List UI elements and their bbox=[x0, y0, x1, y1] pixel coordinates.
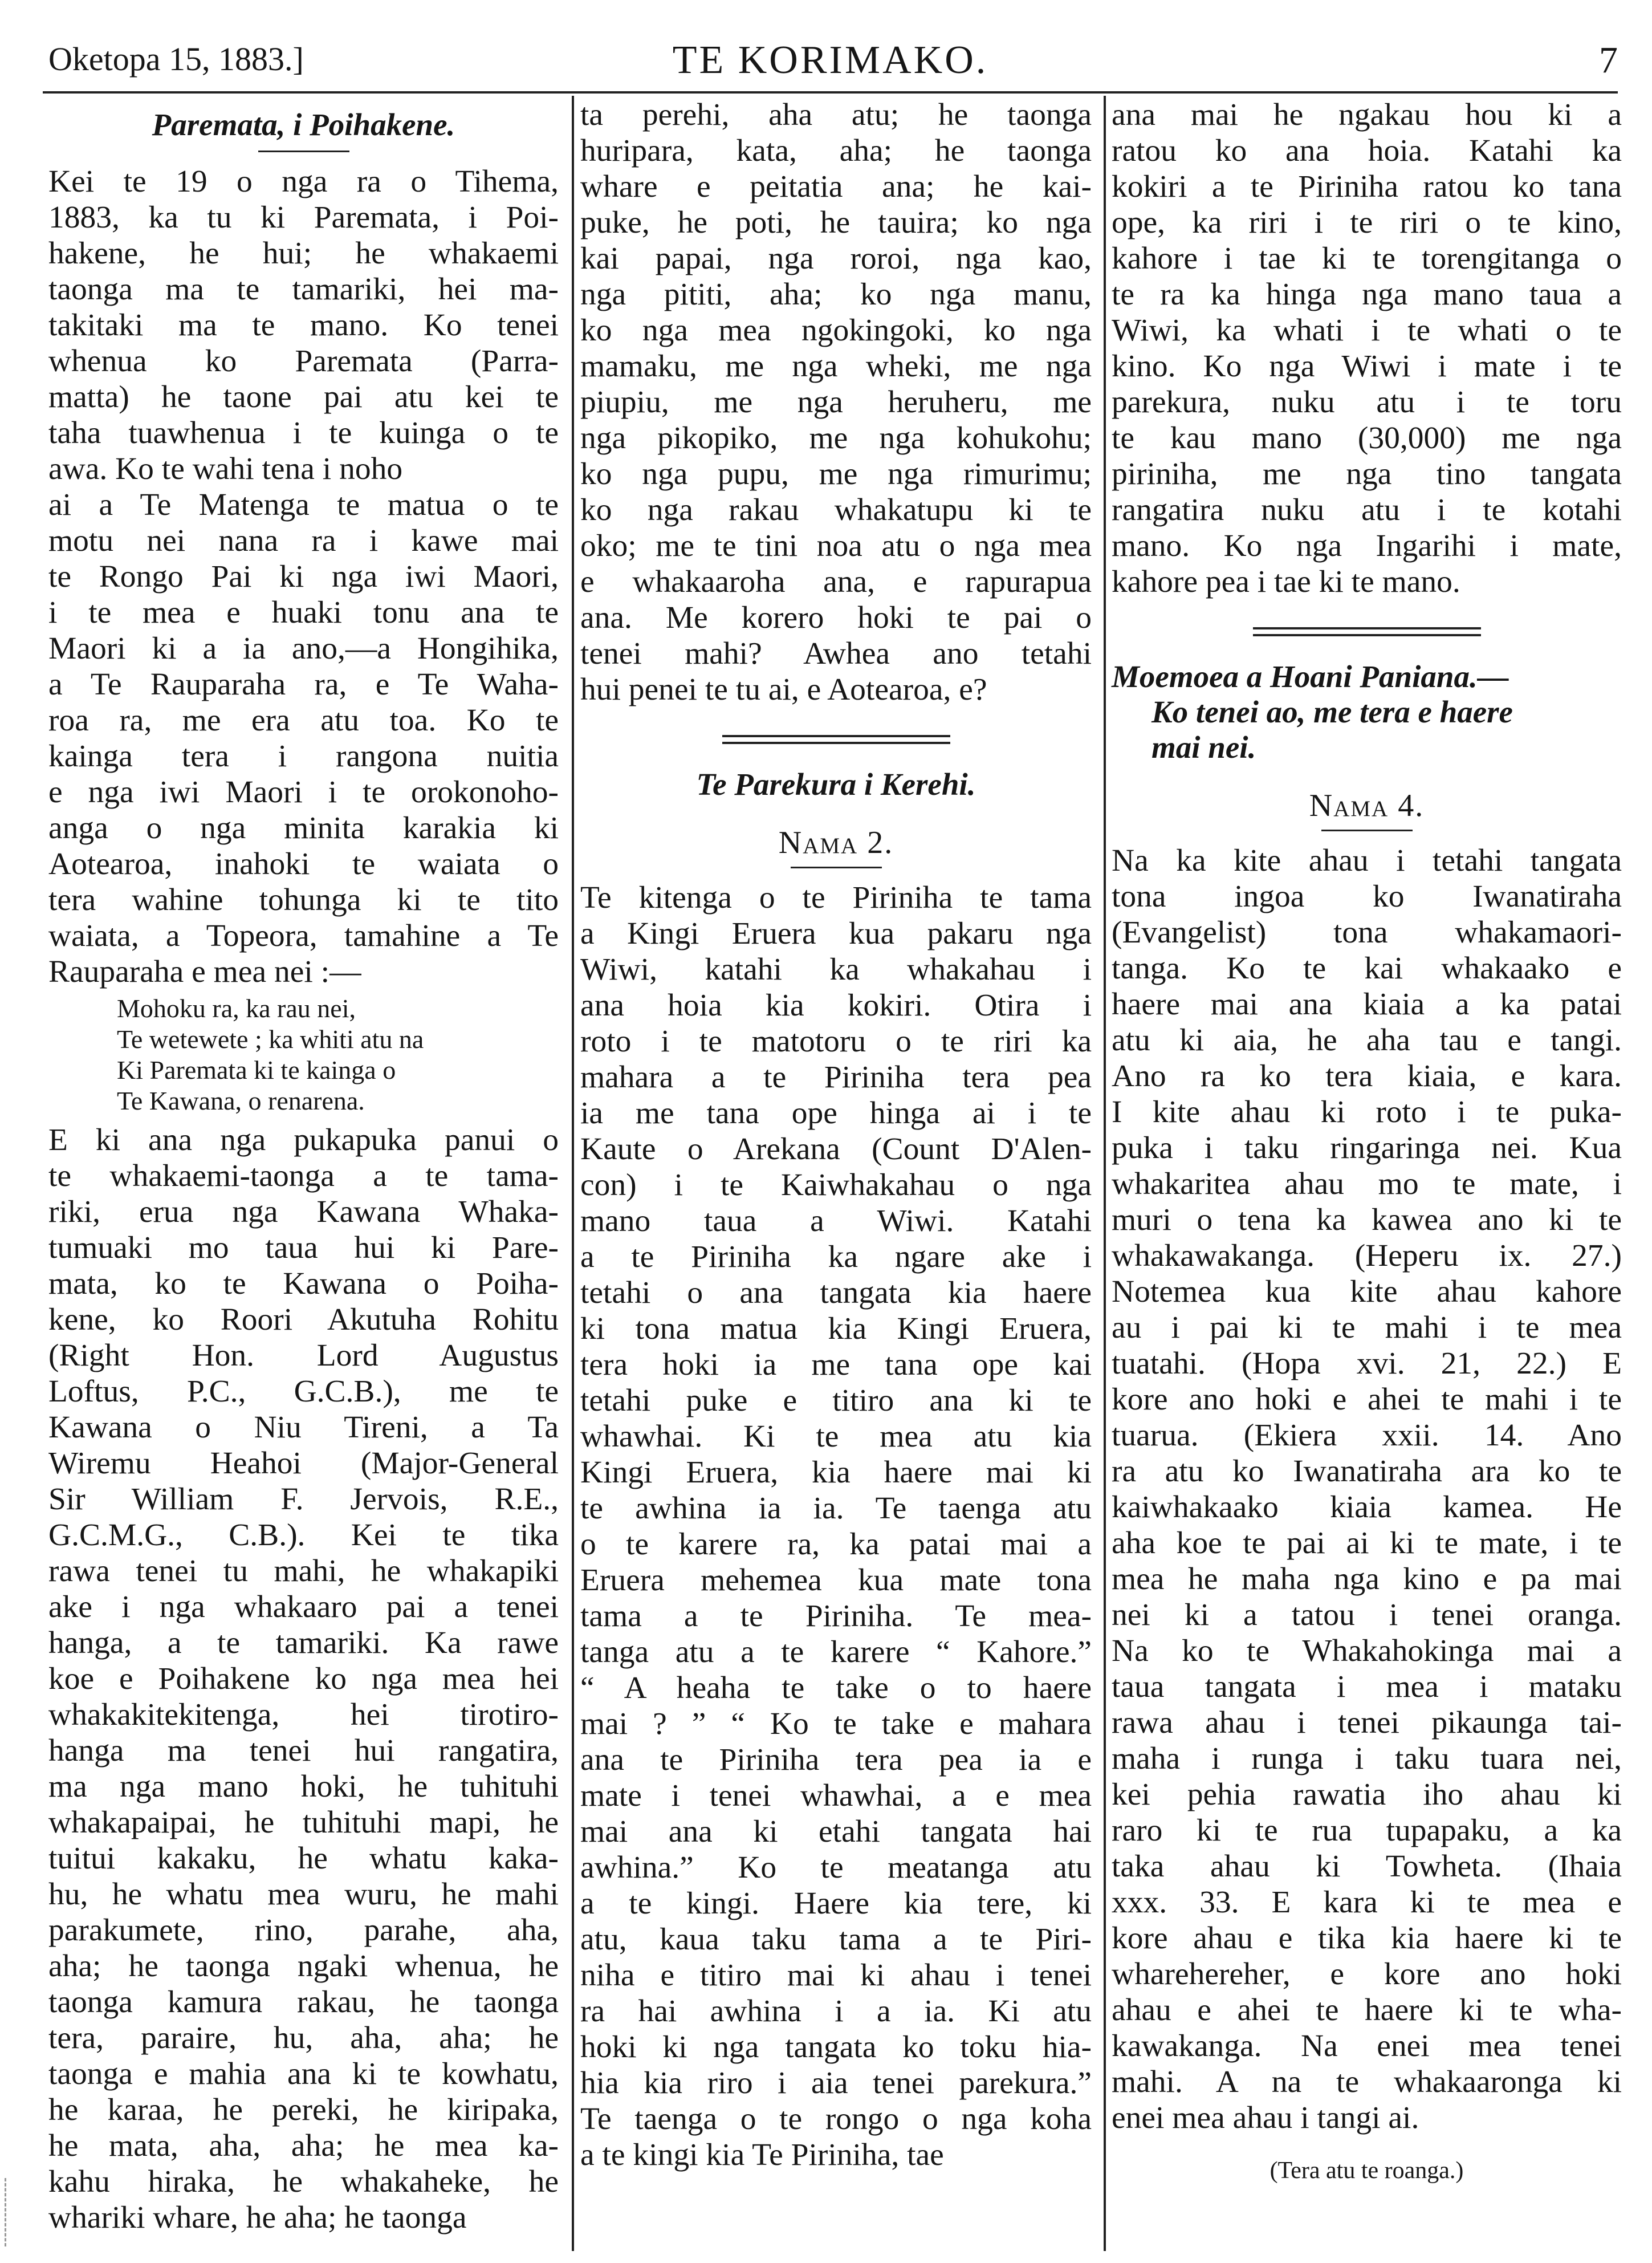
text-line: hanga ma tenei hui rangatira, bbox=[48, 1733, 559, 1768]
text-line: hia kia riro i aia tenei parekura.” bbox=[580, 2066, 1092, 2101]
text-line: anga o nga minita karakia ki bbox=[48, 811, 559, 846]
text-line: (Evangelist) tona whakamaori- bbox=[1112, 915, 1622, 950]
text-line: whawhai. Ki te mea atu kia bbox=[580, 1419, 1092, 1454]
text-line: maha i runga i taku tuara nei, bbox=[1112, 1741, 1622, 1776]
text-line: ki tona matua kia Kingi Eruera, bbox=[580, 1311, 1092, 1346]
heading-line: mai nei. bbox=[1151, 730, 1256, 765]
text-line: hakene, he hui; he whakaemi bbox=[48, 236, 559, 271]
text-line: tanga atu a te karere “ Kahore.” bbox=[580, 1635, 1092, 1669]
text-line: kahu hiraka, he whakaheke, he bbox=[48, 2164, 559, 2199]
text-line: Na ko te Whakahokinga mai a bbox=[1112, 1634, 1622, 1668]
text-line: tuarua. (Ekiera xxii. 14. Ano bbox=[1112, 1418, 1622, 1453]
text-line: Rauparaha e mea nei :— bbox=[48, 954, 361, 989]
text-line: Kingi Eruera, kia haere mai ki bbox=[580, 1455, 1092, 1490]
text-line: piriniha, me nga tino tangata bbox=[1112, 457, 1622, 491]
page-header bbox=[43, 40, 1618, 86]
text-line: Eruera mehemea kua mate tona bbox=[580, 1563, 1092, 1598]
text-line: con) i te Kaiwhakahau o nga bbox=[580, 1168, 1092, 1202]
text-line: whare e peitatia ana; he kai- bbox=[580, 169, 1092, 204]
heading-line: Ko tenei ao, me tera e haere bbox=[1151, 694, 1513, 729]
chapter-rule bbox=[791, 867, 882, 868]
text-line: mahara a te Piriniha tera pea bbox=[580, 1060, 1092, 1095]
text-line: whakaritea ahau mo te mate, i bbox=[1112, 1167, 1622, 1201]
text-line: atu ki aia, he aha tau e tangi. bbox=[1112, 1023, 1622, 1058]
text-line: te Rongo Pai ki nga iwi Maori, bbox=[48, 559, 559, 594]
text-line: muri o tena ka kawea ano ki te bbox=[1112, 1202, 1622, 1237]
text-line: aha; he taonga ngaki whenua, he bbox=[48, 1949, 559, 1984]
text-line: mea he maha nga kino e pa mai bbox=[1112, 1562, 1622, 1596]
text-line: rawa tenei tu mahi, he whakapiki bbox=[48, 1554, 559, 1588]
text-line: raro ki te rua tupapaku, a ka bbox=[1112, 1813, 1622, 1848]
text-line: riki, erua nga Kawana Whaka- bbox=[48, 1195, 559, 1229]
text-line: hu, he whatu mea wuru, he mahi bbox=[48, 1877, 559, 1912]
text-line: e nga iwi Maori i te orokonoho- bbox=[48, 775, 559, 810]
text-line: he karaa, he pereki, he kiripaka, bbox=[48, 2093, 559, 2127]
text-line: kai papai, nga roroi, nga kao, bbox=[580, 241, 1092, 276]
text-line: whenua ko Paremata (Parra- bbox=[48, 344, 559, 379]
text-line: taha tuawhenua i te kuinga o te bbox=[48, 416, 559, 450]
text-line: oko; me te tini noa atu o nga mea bbox=[580, 529, 1092, 563]
text-line: haere mai ana kiaia a ka patai bbox=[1112, 987, 1622, 1022]
text-line: piupiu, me nga heruheru, me bbox=[580, 385, 1092, 420]
text-line: roa ra, me era atu toa. Ko te bbox=[48, 703, 559, 738]
text-line: i te mea e huaki tonu ana te bbox=[48, 595, 559, 630]
text-line: ratou ko ana hoia. Katahi ka bbox=[1112, 133, 1622, 168]
text-line: awa. Ko te wahi tena i noho bbox=[48, 452, 403, 486]
poem-line: Mohoku ra, ka rau nei, bbox=[117, 994, 356, 1023]
page-number: 7 bbox=[1599, 39, 1618, 81]
text-line: Na ka kite ahau i tetahi tangata bbox=[1112, 843, 1622, 878]
text-line: te kau mano (30,000) me nga bbox=[1112, 421, 1622, 456]
text-line: hanga, a te tamariki. Ka rawe bbox=[48, 1626, 559, 1660]
article-body-paremata-end bbox=[580, 97, 1092, 708]
text-line: taka ahau ki Towheta. (Ihaia bbox=[1112, 1849, 1622, 1884]
text-line: o te karere ra, ka patai mai a bbox=[580, 1527, 1092, 1562]
article-heading-paremata: Paremata, i Poihakene. bbox=[152, 107, 455, 142]
text-line: kahore pea i tae ki te mano. bbox=[1112, 564, 1460, 599]
text-line: ra hai awhina i a ia. Ki atu bbox=[580, 1994, 1092, 2029]
text-line: tuatahi. (Hopa xvi. 21, 22.) E bbox=[1112, 1346, 1622, 1381]
column-3 bbox=[1112, 97, 1622, 2189]
article-heading-parekura: Te Parekura i Kerehi. bbox=[696, 767, 976, 802]
text-line: kene, ko Roori Akutuha Rohitu bbox=[48, 1302, 559, 1337]
article-body-paremata-continued bbox=[48, 1122, 559, 2236]
text-line: ta perehi, aha atu; he taonga bbox=[580, 97, 1092, 132]
poem-line: Te wetewete ; ka whiti atu na bbox=[117, 1025, 424, 1054]
continued-note: (Tera atu te roanga.) bbox=[1269, 2158, 1464, 2184]
text-line: parekura, nuku atu i te toru bbox=[1112, 385, 1622, 420]
text-line: ma nga mano hoki, he tuhituhi bbox=[48, 1769, 559, 1804]
text-line: kainga tera i rangona nuitia bbox=[48, 739, 559, 774]
text-line: Loftus, P.C., G.C.B.), me te bbox=[48, 1374, 559, 1409]
text-line: puke, he poti, he tauira; ko nga bbox=[580, 205, 1092, 240]
header-date: Oketopa 15, 1883.] bbox=[48, 40, 304, 78]
text-line: aha koe te pai ai ki te mate, i te bbox=[1112, 1526, 1622, 1561]
text-line: roto i te matotoru o te riri ka bbox=[580, 1024, 1092, 1059]
text-line: kaiwhakaako kiaia kamea. He bbox=[1112, 1490, 1622, 1525]
text-line: nga pititi, aha; ko nga manu, bbox=[580, 277, 1092, 312]
text-line: nei ki a tatou i tenei oranga. bbox=[1112, 1598, 1622, 1632]
text-line: matta) he taone pai atu kei te bbox=[48, 380, 559, 415]
text-line: taonga ma te tamariki, hei ma- bbox=[48, 272, 559, 307]
text-line: ia me tana ope hinga ai i te bbox=[580, 1096, 1092, 1131]
text-line: atu, kaua taku tama a te Piri- bbox=[580, 1922, 1092, 1957]
text-line: a Kingi Eruera kua pakaru nga bbox=[580, 916, 1092, 951]
text-line: whakakitekitenga, hei tirotiro- bbox=[48, 1697, 559, 1732]
text-line: huripara, kata, aha; he taonga bbox=[580, 133, 1092, 168]
text-line: mai ? ” “ Ko te take e mahara bbox=[580, 1707, 1092, 1741]
text-line: awhina.” Ko te meatanga atu bbox=[580, 1850, 1092, 1885]
text-line: kokiri a te Piriniha ratou ko tana bbox=[1112, 169, 1622, 204]
text-line: Wiwi, katahi ka whakahau i bbox=[580, 952, 1092, 987]
text-line: Te taenga o te rongo o nga koha bbox=[580, 2102, 1092, 2136]
heading-line: Moemoea a Hoani Paniana.— bbox=[1112, 659, 1509, 694]
text-line: tona ingoa ko Iwanatiraha bbox=[1112, 879, 1622, 914]
article-body-moemoea bbox=[1112, 843, 1622, 2136]
text-line: ana hoia kia kokiri. Otira i bbox=[580, 988, 1092, 1023]
text-line: a te kingi kia Te Piriniha, tae bbox=[580, 2138, 944, 2172]
text-line: mahi. A na te whakaaronga ki bbox=[1112, 2065, 1622, 2099]
text-line: tera hoki ia me tana ope kai bbox=[580, 1347, 1092, 1382]
chapter-number-4: Nama 4. bbox=[1309, 788, 1425, 823]
text-line: E ki ana nga pukapuka panui o bbox=[48, 1123, 559, 1157]
text-line: ake i nga whakaaro pai a tenei bbox=[48, 1590, 559, 1624]
text-line: puka i taku ringaringa nei. Kua bbox=[1112, 1131, 1622, 1165]
text-line: mata, ko te Kawana o Poiha- bbox=[48, 1266, 559, 1301]
newspaper-title: TE KORIMAKO. bbox=[672, 38, 988, 82]
text-line: a te Piriniha ka ngare ake i bbox=[580, 1240, 1092, 1274]
text-line: hoki ki nga tangata ko toku hia- bbox=[580, 2030, 1092, 2065]
text-line: tumuaki mo taua hui ki Pare- bbox=[48, 1230, 559, 1265]
text-line: he mata, aha, aha; he mea ka- bbox=[48, 2128, 559, 2163]
section-double-rule bbox=[1253, 627, 1481, 636]
text-line: xxx. 33. E kara ki te mea e bbox=[1112, 1885, 1622, 1920]
text-line: au i pai ki te mahi i te mea bbox=[1112, 1310, 1622, 1345]
text-line: ko nga rakau whakatupu ki te bbox=[580, 493, 1092, 527]
text-line: “ A heaha te take o to haere bbox=[580, 1671, 1092, 1705]
text-line: te ra ka hinga nga mano taua a bbox=[1112, 277, 1622, 312]
text-line: niha e titiro mai ki ahau i tenei bbox=[580, 1958, 1092, 1993]
text-line: tuitui kakaku, he whatu kaka- bbox=[48, 1841, 559, 1876]
text-line: Kawana o Niu Tireni, a Ta bbox=[48, 1410, 559, 1445]
text-line: tetahi puke e titiro ana ki te bbox=[580, 1383, 1092, 1418]
text-line: 1883, ka tu ki Paremata, i Poi- bbox=[48, 200, 559, 235]
chapter-rule bbox=[1321, 830, 1413, 831]
text-line: Wiwi, ka whati i te whati o te bbox=[1112, 313, 1622, 348]
text-line: Kei te 19 o nga ra o Tihema, bbox=[48, 164, 559, 199]
text-line: tera wahine tohunga ki te tito bbox=[48, 883, 559, 917]
text-line: tera, paraire, hu, aha, aha; he bbox=[48, 2021, 559, 2055]
article-body-paremata bbox=[48, 164, 559, 990]
text-line: ana te Piriniha tera pea ia e bbox=[580, 1742, 1092, 1777]
text-line: tetahi o ana tangata kia haere bbox=[580, 1275, 1092, 1310]
article-heading-moemoea bbox=[1112, 659, 1622, 765]
text-line: kawakanga. Na enei mea tenei bbox=[1112, 2029, 1622, 2063]
text-line: mamaku, me nga wheki, me nga bbox=[580, 349, 1092, 384]
text-line: Aotearoa, inahoki te waiata o bbox=[48, 847, 559, 881]
text-line: whakapaipai, he tuhituhi mapi, he bbox=[48, 1805, 559, 1840]
text-line: mano taua a Wiwi. Katahi bbox=[580, 1204, 1092, 1238]
text-line: taonga e mahia ana ki te kowhatu, bbox=[48, 2057, 559, 2091]
text-line: mai ana ki etahi tangata hai bbox=[580, 1814, 1092, 1849]
text-line: ai a Te Matenga te matua o te bbox=[48, 487, 559, 522]
poem-line: Ki Paremata ki te kainga o bbox=[117, 1055, 396, 1084]
text-line: kei pehia rawatia iho ahau ki bbox=[1112, 1777, 1622, 1812]
margin-mark bbox=[5, 2178, 11, 2246]
text-line: parakumete, rino, parahe, aha, bbox=[48, 1913, 559, 1948]
text-line: ko nga pupu, me nga rimurimu; bbox=[580, 457, 1092, 491]
text-line: ana mai he ngakau hou ki a bbox=[1112, 97, 1622, 132]
poem-line: Te Kawana, o renarena. bbox=[117, 1086, 365, 1115]
text-line: kore ano hoki e ahei te mahi i te bbox=[1112, 1382, 1622, 1417]
text-line: tenei mahi? Awhea ano tetahi bbox=[580, 636, 1092, 671]
text-line: rangatira nuku atu i te kotahi bbox=[1112, 493, 1622, 527]
text-line: I kite ahau ki roto i te puka- bbox=[1112, 1095, 1622, 1130]
text-line: taonga kamura rakau, he taonga bbox=[48, 1985, 559, 2020]
text-line: Wiremu Heahoi (Major-General bbox=[48, 1446, 559, 1481]
text-line: ana. Me korero hoki te pai o bbox=[580, 600, 1092, 635]
text-line: ra atu ko Iwanatiraha ara ko te bbox=[1112, 1454, 1622, 1489]
text-line: whariki whare, he aha; he taonga bbox=[48, 2200, 467, 2235]
heading-rule bbox=[258, 151, 349, 152]
text-line: tanga. Ko te kai whakaako e bbox=[1112, 951, 1622, 986]
text-line: te awhina ia ia. Te taenga atu bbox=[580, 1491, 1092, 1526]
text-line: nga pikopiko, me nga kohukohu; bbox=[580, 421, 1092, 456]
text-line: ope, ka riri i te riri o te kino, bbox=[1112, 205, 1622, 240]
text-line: Ano ra ko tera kiaia, e kara. bbox=[1112, 1059, 1622, 1094]
text-line: enei mea ahau i tangi ai. bbox=[1112, 2101, 1419, 2135]
column-1 bbox=[48, 97, 559, 2236]
section-double-rule bbox=[722, 735, 950, 744]
text-line: ahau e ahei te haere ki te wha- bbox=[1112, 1993, 1622, 2028]
text-line: kino. Ko nga Wiwi i mate i te bbox=[1112, 349, 1622, 384]
text-line: mate i tenei whawhai, a e mea bbox=[580, 1778, 1092, 1813]
text-line: tama a te Piriniha. Te mea- bbox=[580, 1599, 1092, 1634]
text-line: Notemea kua kite ahau kahore bbox=[1112, 1274, 1622, 1309]
text-line: te whakaemi-taonga a te tama- bbox=[48, 1159, 559, 1193]
chapter-number-2: Nama 2. bbox=[778, 825, 894, 860]
text-line: Maori ki a ia ano,—a Hongihika, bbox=[48, 631, 559, 666]
article-body-parekura-end bbox=[1112, 97, 1622, 600]
header-rule bbox=[43, 91, 1618, 94]
text-line: rawa ahau i tenei pikaunga tai- bbox=[1112, 1705, 1622, 1740]
text-line: Sir William F. Jervois, R.E., bbox=[48, 1482, 559, 1517]
text-line: motu nei nana ra i kawe mai bbox=[48, 523, 559, 558]
text-line: mano. Ko nga Ingarihi i mate, bbox=[1112, 529, 1622, 563]
text-line: wharehereher, e kore ano hoki bbox=[1112, 1957, 1622, 1992]
text-line: a te kingi. Haere kia tere, ki bbox=[580, 1886, 1092, 1921]
text-line: a Te Rauparaha ra, e Te Waha- bbox=[48, 667, 559, 702]
text-line: Te kitenga o te Piriniha te tama bbox=[580, 880, 1092, 915]
text-line: waiata, a Topeora, tamahine a Te bbox=[48, 919, 559, 953]
column-divider-1 bbox=[572, 96, 574, 2251]
text-line: takitaki ma te mano. Ko tenei bbox=[48, 308, 559, 343]
text-line: ko nga mea ngokingoki, ko nga bbox=[580, 313, 1092, 348]
text-line: e whakaaroha ana, e rapurapua bbox=[580, 564, 1092, 599]
text-line: kahore i tae ki te torengitanga o bbox=[1112, 241, 1622, 276]
text-line: hui penei te tu ai, e Aotearoa, e? bbox=[580, 672, 987, 707]
text-line: kore ahau e tika kia haere ki te bbox=[1112, 1921, 1622, 1956]
text-line: G.C.M.G., C.B.). Kei te tika bbox=[48, 1518, 559, 1553]
column-divider-2 bbox=[1104, 96, 1106, 2251]
text-line: whakawakanga. (Heperu ix. 27.) bbox=[1112, 1238, 1622, 1273]
column-2 bbox=[580, 97, 1092, 2173]
text-line: taua tangata i mea i mataku bbox=[1112, 1669, 1622, 1704]
article-body-parekura bbox=[580, 880, 1092, 2173]
text-line: (Right Hon. Lord Augustus bbox=[48, 1338, 559, 1373]
text-line: koe e Poihakene ko nga mea hei bbox=[48, 1661, 559, 1696]
poem-topeora bbox=[117, 993, 559, 1116]
text-line: Kaute o Arekana (Count D'Alen- bbox=[580, 1132, 1092, 1167]
